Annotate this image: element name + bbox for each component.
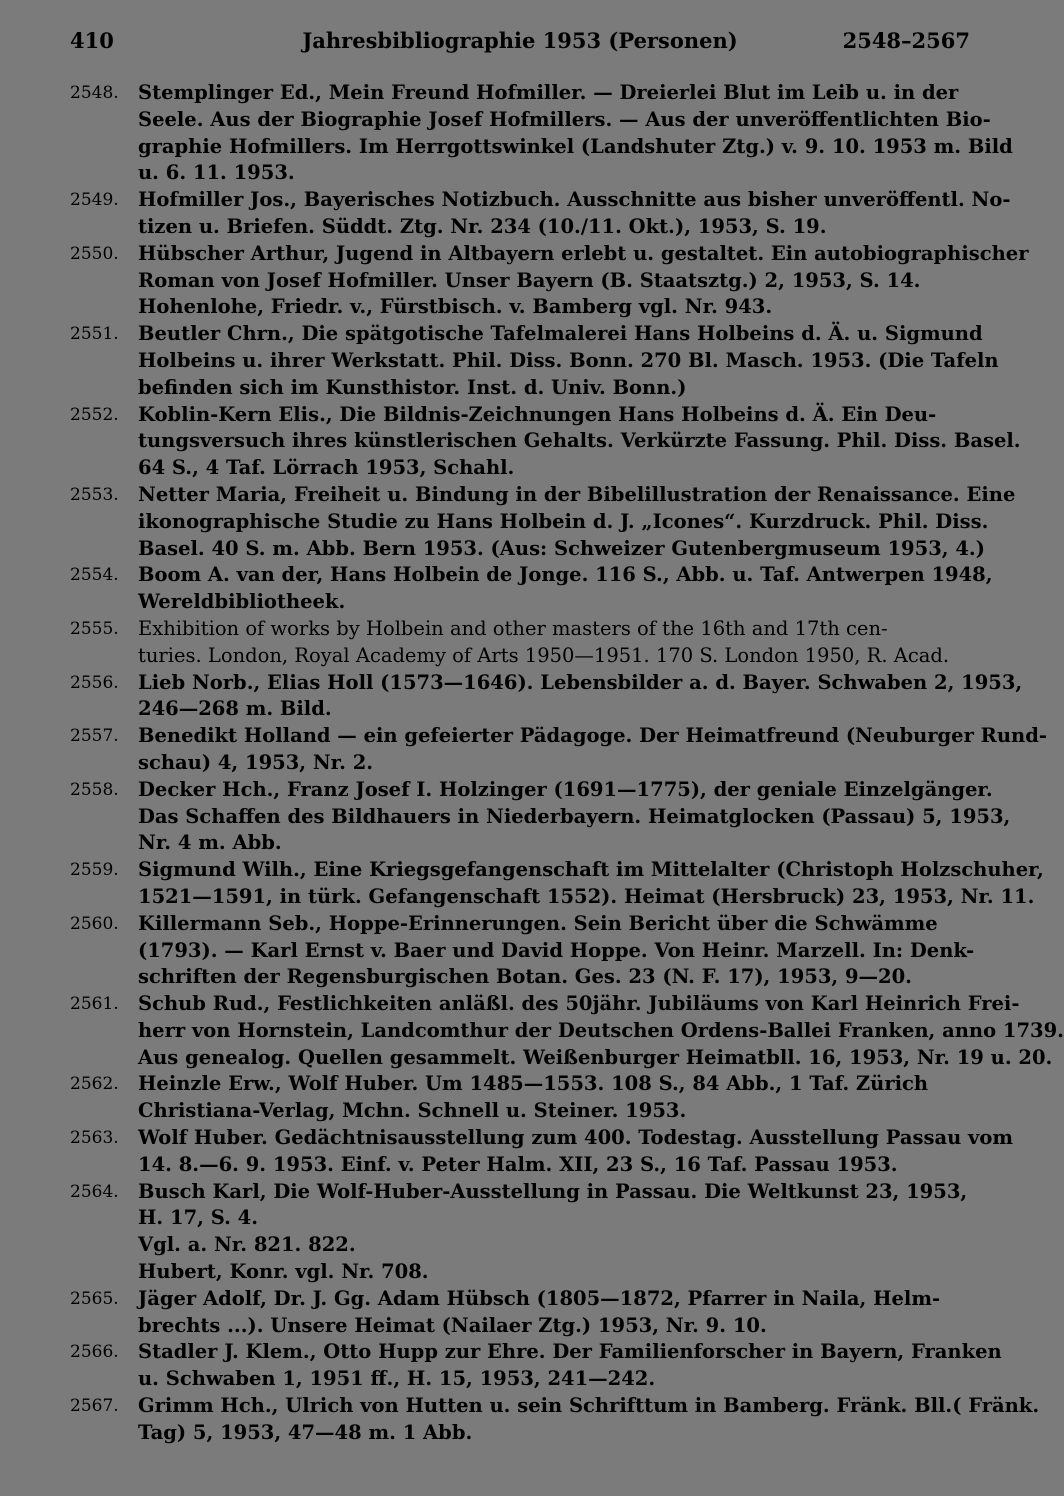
- entry-text-line: tungsversuch ihres künstlerischen Gehalts. Verkürzte Fassung. Phil. Diss. Basel.: [138, 429, 1021, 453]
- entry-text-line: Jäger Adolf, Dr. J. Gg. Adam Hübsch (1805—1872, Pfarrer in Naila, Helm-: [138, 1286, 941, 1310]
- entry-text-line: befinden sich im Kunsthistor. Inst. d. Univ. Bonn.): [138, 375, 687, 399]
- entry-number: 2561.: [70, 994, 119, 1015]
- bibliography-entry: [70, 187, 1011, 241]
- entry-text-line: Killermann Seb., Hoppe-Erinnerungen. Sein Bericht über die Schwämme: [138, 911, 938, 935]
- entry-text-line: u. Schwaben 1, 1951 ff., H. 15, 1953, 241—242.: [138, 1367, 656, 1391]
- bibliography-entry: [70, 80, 1013, 187]
- running-title: Jahresbibliographie 1953 (Personen): [302, 28, 738, 53]
- bibliography-entry: [70, 1179, 970, 1286]
- entry-number: 2558.: [70, 779, 119, 800]
- entry-text-line: Hubert, Konr. vgl. Nr. 708.: [138, 1260, 429, 1284]
- entry-text-line: Schub Rud., Festlichkeiten anläßl. des 50jähr. Jubiläums von Karl Heinrich Frei-: [138, 992, 1020, 1016]
- entry-number: 2551.: [70, 324, 119, 345]
- entry-text-line: Seele. Aus der Biographie Josef Hofmillers. — Aus der unveröffentlichten Bio-: [138, 107, 991, 131]
- bibliography-entry: [70, 562, 993, 616]
- entry-number: 2566.: [70, 1342, 119, 1363]
- entry-text-line: Wereldbibliotheek.: [138, 590, 346, 614]
- entry-text-line: H. 17, S. 4.: [138, 1206, 259, 1230]
- entry-text-line: Boom A. van der, Hans Holbein de Jonge. 116 S., Abb. u. Taf. Antwerpen 1948,: [138, 563, 993, 587]
- bibliography-entry: [70, 241, 1029, 321]
- entry-text-line: 246—268 m. Bild.: [138, 697, 332, 721]
- entry-number: 2562.: [70, 1074, 119, 1095]
- entry-text-line: 64 S., 4 Taf. Lörrach 1953, Schahl.: [138, 456, 515, 480]
- entry-text-line: Grimm Hch., Ulrich von Hutten u. sein Schrifttum in Bamberg. Fränk. Bll.( Fränk.: [138, 1394, 1040, 1418]
- entry-text-line: turies. London, Royal Academy of Arts 1950—1951. 170 S. London 1950, R. Acad.: [138, 643, 950, 667]
- entry-text-line: Holbeins u. ihrer Werkstatt. Phil. Diss. Bonn. 270 Bl. Masch. 1953. (Die Tafeln: [138, 348, 999, 372]
- entry-text-line: Wolf Huber. Gedächtnisausstellung zum 400. Todestag. Ausstellung Passau vom: [138, 1126, 1014, 1150]
- entry-number: 2564.: [70, 1181, 119, 1202]
- entry-range: 2548–2567: [842, 28, 970, 53]
- entry-number: 2556.: [70, 672, 119, 693]
- bibliography-entry: [70, 616, 970, 670]
- entry-text-line: Beutler Chrn., Die spätgotische Tafelmalerei Hans Holbeins d. Ä. u. Sigmund: [138, 322, 983, 346]
- bibliography-entry: [70, 777, 1011, 857]
- entry-text-line: graphie Hofmillers. Im Herrgottswinkel (Landshuter Ztg.) v. 9. 10. 1953 m. Bild: [138, 134, 1013, 158]
- bibliography-entry: [70, 321, 999, 401]
- entry-text-line: Das Schaffen des Bildhauers in Niederbayern. Heimatglocken (Passau) 5, 1953,: [138, 804, 1011, 828]
- bibliography-entry: [70, 1125, 1014, 1179]
- entry-text-line: herr von Hornstein, Landcomthur der Deutschen Ordens-Ballei Franken, anno 1739.: [138, 1018, 1064, 1042]
- entry-text-line: Basel. 40 S. m. Abb. Bern 1953. (Aus: Schweizer Gutenbergmuseum 1953, 4.): [138, 536, 985, 560]
- page-number: 410: [70, 28, 114, 53]
- bibliography-entry: [70, 1339, 1002, 1393]
- entry-text-line: Hohenlohe, Friedr. v., Fürstbisch. v. Bamberg vgl. Nr. 943.: [138, 295, 773, 319]
- entry-text-line: schriften der Regensburgischen Botan. Ges. 23 (N. F. 17), 1953, 9—20.: [138, 965, 912, 989]
- bibliography-entry: [70, 402, 1021, 482]
- entry-number: 2559.: [70, 860, 119, 881]
- entry-text-line: Sigmund Wilh., Eine Kriegsgefangenschaft im Mittelalter (Christoph Holzschuher,: [138, 858, 1044, 882]
- entry-text-line: Koblin-Kern Elis., Die Bildnis-Zeichnungen Hans Holbeins d. Ä. Ein Deu-: [138, 402, 937, 426]
- entry-number: 2553.: [70, 484, 119, 505]
- entry-text-line: Nr. 4 m. Abb.: [138, 831, 282, 855]
- entry-list: [70, 80, 1064, 1447]
- bibliography-entry: [70, 911, 975, 991]
- entry-text-line: Stadler J. Klem., Otto Hupp zur Ehre. Der Familienforscher in Bayern, Franken: [138, 1340, 1002, 1364]
- entry-text-line: Netter Maria, Freiheit u. Bindung in der Bibelillustration der Renaissance. Eine: [138, 482, 1016, 506]
- entry-text-line: 14. 8.—6. 9. 1953. Einf. v. Peter Halm. XII, 23 S., 16 Taf. Passau 1953.: [138, 1152, 898, 1176]
- entry-text-line: Decker Hch., Franz Josef I. Holzinger (1691—1775), der geniale Einzelgänger.: [138, 777, 993, 801]
- entry-text-line: Vgl. a. Nr. 821. 822.: [138, 1233, 356, 1257]
- entry-text-line: Stemplinger Ed., Mein Freund Hofmiller. — Dreierlei Blut im Leib u. in der: [138, 81, 959, 104]
- entry-text-line: Exhibition of works by Holbein and other masters of the 16th and 17th cen-: [138, 616, 888, 640]
- page-header: [70, 28, 970, 58]
- bibliography-entry: [70, 670, 1023, 724]
- entry-text-line: ikonographische Studie zu Hans Holbein d. J. „Icones“. Kurzdruck. Phil. Diss.: [138, 509, 989, 533]
- entry-text-line: Lieb Norb., Elias Holl (1573—1646). Lebensbilder a. d. Bayer. Schwaben 2, 1953,: [138, 670, 1023, 694]
- entry-text-line: Heinzle Erw., Wolf Huber. Um 1485—1553. 108 S., 84 Abb., 1 Taf. Zürich: [138, 1072, 929, 1096]
- bibliography-entry: [70, 1393, 1040, 1447]
- bibliography-entry: [70, 857, 1044, 911]
- entry-number: 2548.: [70, 83, 119, 103]
- entry-text-line: 1521—1591, in türk. Gefangenschaft 1552). Heimat (Hersbruck) 23, 1953, Nr. 11.: [138, 884, 1035, 908]
- entry-text-line: (1793). — Karl Ernst v. Baer und David Hoppe. Von Heinr. Marzell. In: Denk-: [138, 938, 975, 962]
- entry-number: 2565.: [70, 1288, 119, 1309]
- entry-text-line: Tag) 5, 1953, 47—48 m. 1 Abb.: [138, 1420, 473, 1444]
- entry-text-line: Aus genealog. Quellen gesammelt. Weißenburger Heimatbll. 16, 1953, Nr. 19 u. 20.: [138, 1045, 1053, 1069]
- entry-number: 2567.: [70, 1396, 119, 1417]
- entry-text-line: Busch Karl, Die Wolf-Huber-Ausstellung in Passau. Die Weltkunst 23, 1953,: [138, 1179, 968, 1203]
- bibliography-entry: [70, 1071, 970, 1125]
- bibliography-entry: [70, 991, 1064, 1071]
- entry-number: 2550.: [70, 243, 119, 264]
- entry-number: 2560.: [70, 913, 119, 934]
- entry-number: 2557.: [70, 726, 119, 747]
- entry-text-line: Christiana-Verlag, Mchn. Schnell u. Steiner. 1953.: [138, 1099, 687, 1123]
- entry-text-line: brechts ...). Unsere Heimat (Nailaer Ztg.) 1953, Nr. 9. 10.: [138, 1313, 767, 1337]
- bibliography-entry: [70, 723, 1047, 777]
- entry-number: 2549.: [70, 190, 119, 211]
- entry-text-line: Hofmiller Jos., Bayerisches Notizbuch. Ausschnitte aus bisher unveröffentl. No-: [138, 188, 1011, 212]
- entry-text-line: Roman von Josef Hofmiller. Unser Bayern (B. Staatsztg.) 2, 1953, S. 14.: [138, 268, 921, 292]
- bibliography-entry: [70, 482, 1016, 562]
- entry-text-line: Benedikt Holland — ein gefeierter Pädagoge. Der Heimatfreund (Neuburger Rund-: [138, 724, 1047, 748]
- entry-number: 2554.: [70, 565, 119, 586]
- entry-text-line: Hübscher Arthur, Jugend in Altbayern erlebt u. gestaltet. Ein autobiographischer: [138, 241, 1029, 265]
- entry-text-line: tizen u. Briefen. Süddt. Ztg. Nr. 234 (10./11. Okt.), 1953, S. 19.: [138, 214, 827, 238]
- entry-number: 2555.: [70, 618, 119, 639]
- entry-text-line: schau) 4, 1953, Nr. 2.: [138, 750, 374, 774]
- entry-number: 2563.: [70, 1128, 119, 1149]
- entry-number: 2552.: [70, 404, 119, 425]
- bibliography-entry: [70, 1286, 970, 1340]
- entry-text-line: u. 6. 11. 1953.: [138, 161, 295, 185]
